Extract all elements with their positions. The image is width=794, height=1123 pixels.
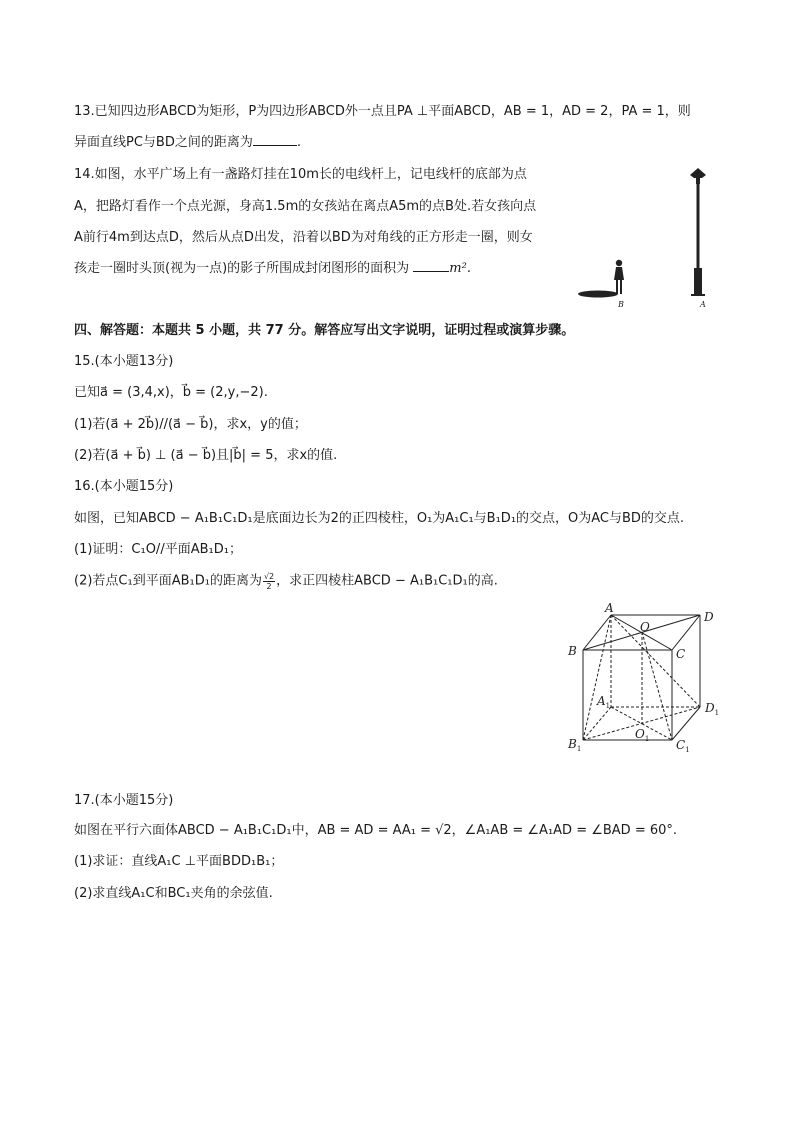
q14-line-1: 14.如图，水平广场上有一盏路灯挂在10m长的电线杆上，记电线杆的底部为点 [74, 167, 527, 182]
q13-line-1: 13.已知四边形ABCD为矩形，P为四边形ABCD外一点且PA ⊥平面ABCD，AB = 1，AD = 2，PA = 1，则 [74, 104, 691, 119]
q16-given: 如图，已知ABCD − A₁B₁C₁D₁是底面边长为2的正四棱柱，O₁为A₁C₁与B₁D₁的交点，O为AC与BD的交点. [74, 511, 685, 526]
label-o1: $O_1$ [635, 727, 650, 743]
label-a1: $A_1$ [597, 694, 611, 710]
label-o: O [640, 620, 650, 634]
q14-line-4 [74, 260, 471, 278]
q16-part-2 [74, 572, 498, 598]
label-b1: $B_1$ [568, 737, 582, 753]
q14-unit: m². [449, 261, 471, 276]
q14-line-3: A前行4m到达点D，然后从点D出发，沿着以BD为对角线的正方形走一圈，则女 [74, 230, 533, 245]
q13-end: . [296, 135, 301, 150]
label-c1: $C_1$ [676, 738, 690, 754]
girl-silhouette [614, 260, 624, 294]
q16-part-2-a: (2)若点C₁到平面AB₁D₁的距离为 [74, 573, 262, 589]
q13-line-2 [74, 134, 301, 152]
q13-line-2-text: 异面直线PC与BD之间的距离为 [74, 135, 253, 150]
q17-given: 如图在平行六面体ABCD − A₁B₁C₁D₁中，AB = AD = AA₁ = √2，∠A₁AB = ∠A₁AD = ∠BAD = 60°. [74, 823, 678, 838]
q16-part-1: (1)证明：C₁O//平面AB₁D₁； [74, 542, 242, 557]
lamp-label-a: A [700, 300, 706, 309]
q15-header: 15.(本小题13分) [74, 354, 174, 369]
girl-shadow [578, 291, 618, 298]
lamp-figure [578, 164, 728, 314]
q17-header: 17.(本小题15分) [74, 793, 174, 808]
q13-answer-blank [253, 145, 297, 146]
q17-part-2: (2)求直线A₁C和BC₁夹角的余弦值. [74, 886, 273, 901]
label-d1: $D_1$ [705, 701, 720, 717]
label-d: D [704, 610, 714, 624]
prism-figure [564, 600, 730, 762]
street-lamp [690, 168, 706, 296]
q15-part-1: (1)若(a⃗ + 2b⃗)//(a⃗ − b⃗)，求x，y的值； [74, 417, 307, 432]
q16-part-2-b: ，求正四棱柱ABCD − A₁B₁C₁D₁的高. [276, 573, 498, 589]
q14-line-2: A，把路灯看作一个点光源，身高1.5m的女孩站在离点A5m的点B处.若女孩向点 [74, 199, 537, 214]
q16-fraction-numerator: √2 [263, 572, 275, 581]
q15-part-2: (2)若(a⃗ + b⃗) ⊥ (a⃗ − b⃗)且|b⃗| = 5，求x的值. [74, 448, 338, 463]
q16-fraction-denominator: 2 [266, 582, 272, 591]
label-b: B [568, 644, 577, 658]
q16-fraction [263, 572, 275, 591]
section-4-heading: 四、解答题：本题共 5 小题，共 77 分。解答应写出文字说明，证明过程或演算步骤。 [74, 323, 575, 338]
lamp-label-b: B [618, 300, 624, 309]
q14-answer-blank [413, 271, 449, 272]
q15-given: 已知a⃗ = (3,4,x)，b⃗ = (2,y,−2). [74, 385, 268, 400]
q17-part-1: (1)求证：直线A₁C ⊥平面BDD₁B₁； [74, 854, 284, 869]
q16-header: 16.(本小题15分) [74, 479, 174, 494]
label-a: A [605, 601, 614, 615]
q14-line-4-text: 孩走一圈时头顶(视为一点)的影子所围成封闭图形的面积为 [74, 261, 410, 276]
label-c: C [676, 647, 686, 661]
